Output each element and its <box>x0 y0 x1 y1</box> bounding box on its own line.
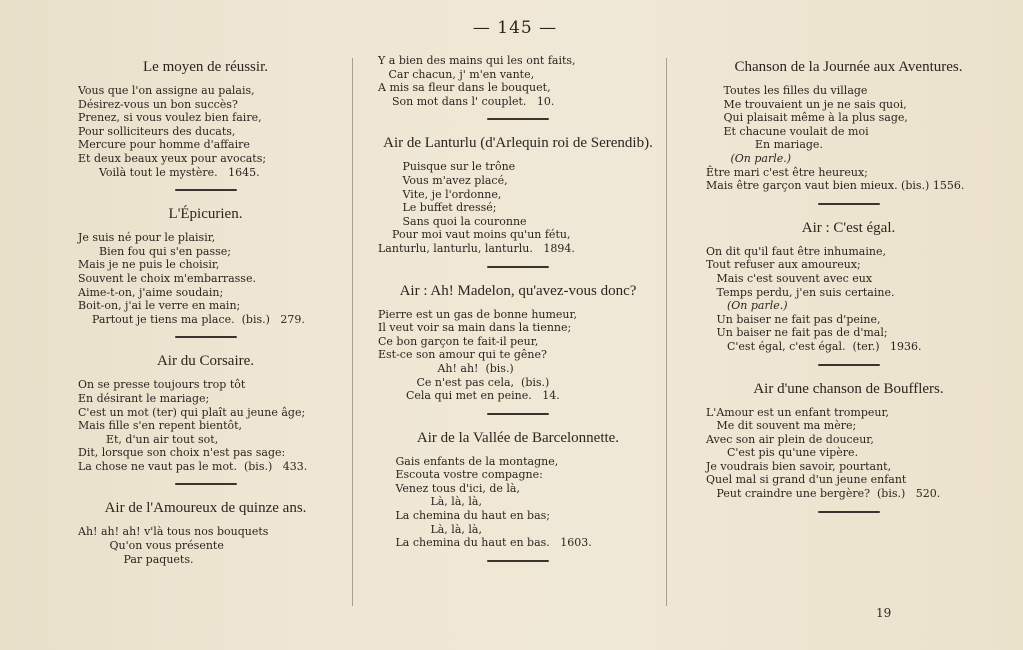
verse-line: Souvent le choix m'embarrasse. <box>78 271 256 285</box>
verse-line: Me trouvaient un je ne sais quoi, <box>706 97 907 111</box>
verse-line: Et, d'un air tout sot, <box>78 432 219 446</box>
verse-line: En mariage. <box>706 138 823 152</box>
verse-line: (On parle.) <box>706 151 792 165</box>
verse-line: Vite, je l'ordonne, <box>378 187 502 201</box>
verse-line: Escouta vostre compagne: <box>378 468 543 482</box>
verse-line: Quel mal si grand d'un jeune enfant <box>706 473 907 487</box>
section-separator <box>487 266 549 268</box>
verse-line: Pour solliciteurs des ducats, <box>78 124 236 138</box>
section-separator <box>487 560 549 562</box>
verse-line: Lanturlu, lanturlu, lanturlu. 1894. <box>378 241 575 255</box>
song-title: Le moyen de réussir. <box>143 59 268 75</box>
song <box>378 282 658 403</box>
verse-line: Me dit souvent ma mère; <box>706 419 857 433</box>
verse-line: A mis sa fleur dans le bouquet, <box>378 81 551 95</box>
song <box>378 134 658 255</box>
column-divider-left <box>352 58 353 606</box>
verse-line: Est-ce son amour qui te gêne? <box>378 348 547 362</box>
song <box>378 54 658 108</box>
verse-line: C'est pis qu'une vipère. <box>706 446 859 460</box>
song-title: Air : Ah! Madelon, qu'avez-vous donc? <box>399 282 637 299</box>
song <box>78 499 333 566</box>
song-verse <box>378 160 658 255</box>
verse-line: Je voudrais bien savoir, pourtant, <box>706 459 892 473</box>
section-separator <box>818 364 880 366</box>
song-verse <box>378 308 658 403</box>
verse-line: La chemina du haut en bas. 1603. <box>378 536 592 550</box>
verse-line: Et chacune voulait de moi <box>706 124 869 138</box>
song <box>706 380 991 501</box>
page-number: — 145 — <box>472 18 558 38</box>
verse-line: Avec son air plein de douceur, <box>706 432 874 446</box>
section-separator <box>818 203 880 205</box>
song-title: Air : C'est égal. <box>801 219 896 236</box>
section-separator <box>175 483 237 485</box>
verse-line: Par paquets. <box>78 552 194 566</box>
verse-line: Venez tous d'ici, de là, <box>378 481 520 495</box>
verse-line: (On parle.) <box>706 299 788 313</box>
verse-line: Le buffet dressé; <box>378 201 497 215</box>
verse-line: Désirez-vous un bon succès? <box>78 97 238 111</box>
verse-line: Bien fou qui s'en passe; <box>78 244 231 258</box>
column-middle <box>378 52 658 576</box>
verse-line: La chose ne vaut pas le mot. (bis.) 433. <box>78 459 308 473</box>
song-verse <box>78 231 333 326</box>
verse-line: Et deux beaux yeux pour avocats; <box>78 151 267 165</box>
song-verse <box>78 525 333 566</box>
song-title: L'Épicurien. <box>168 206 243 223</box>
verse-line: Cela qui met en peine. 14. <box>378 389 560 403</box>
verse-line: Ah! ah! (bis.) <box>378 361 514 375</box>
song <box>378 429 658 550</box>
verse-line: C'est un mot (ter) qui plaît au jeune âge; <box>78 405 306 419</box>
verse-line: Temps perdu, j'en suis certaine. <box>706 285 895 299</box>
verse-line: Prenez, si vous voulez bien faire, <box>78 111 262 125</box>
song-title: Air du Corsaire. <box>156 353 255 370</box>
song-verse <box>706 245 991 354</box>
verse-line: Qui plaisait même à la plus sage, <box>706 111 908 125</box>
verse-line: Qu'on vous présente <box>78 539 224 553</box>
verse-line: Un baiser ne fait pas d'peine, <box>706 312 881 326</box>
verse-line: Pour moi vaut moins qu'un fétu, <box>378 228 571 242</box>
song-title: Chanson de la Journée aux Aventures. <box>734 59 963 75</box>
column-left <box>78 52 333 576</box>
verse-line: C'est égal, c'est égal. (ter.) 1936. <box>706 339 922 353</box>
verse-line: Mais je ne puis le choisir, <box>78 258 220 272</box>
verse-line: Son mot dans l' couplet. 10. <box>378 94 555 108</box>
verse-line: Mais c'est souvent avec eux <box>706 271 873 285</box>
verse-line: Vous que l'on assigne au palais, <box>78 84 255 97</box>
verse-line: Gais enfants de la montagne, <box>378 454 559 468</box>
song <box>706 219 991 354</box>
verse-line: Il veut voir sa main dans la tienne; <box>378 321 572 335</box>
song-title: Air de la Vallée de Barcelonnette. <box>416 429 620 446</box>
column-right <box>706 52 991 527</box>
verse-line: Puisque sur le trône <box>378 160 516 174</box>
column-divider-right <box>666 58 667 606</box>
section-separator <box>818 511 880 513</box>
verse-line: Mais fille s'en repent bientôt, <box>78 419 243 433</box>
verse-line: Pierre est un gas de bonne humeur, <box>378 307 578 321</box>
folio-number: 19 <box>876 606 892 620</box>
verse-line: En désirant le mariage; <box>78 391 210 405</box>
section-separator <box>487 118 549 120</box>
verse-line: On dit qu'il faut être inhumaine, <box>706 244 886 258</box>
verse-line: Être mari c'est être heureux; <box>706 165 868 179</box>
section-separator <box>487 413 549 415</box>
song-verse <box>378 54 658 108</box>
song <box>78 205 333 326</box>
song-title: Air de l'Amoureux de quinze ans. <box>104 500 307 517</box>
song-title: Air d'une chanson de Boufflers. <box>753 380 944 397</box>
verse-line: Un baiser ne fait pas de d'mal; <box>706 326 888 340</box>
verse-line: Mercure pour homme d'affaire <box>78 138 250 152</box>
verse-line: On se presse toujours trop tôt <box>78 378 246 392</box>
verse-line: La chemina du haut en bas; <box>378 509 550 523</box>
verse-line: Ah! ah! ah! v'là tous nos bouquets <box>78 525 269 539</box>
verse-line: Boit-on, j'ai le verre en main; <box>78 299 241 313</box>
verse-line: Je suis né pour le plaisir, <box>78 231 216 245</box>
verse-line: Peut craindre une bergère? (bis.) 520. <box>706 487 941 501</box>
song-verse <box>78 378 333 473</box>
verse-line: Vous m'avez placé, <box>378 173 508 187</box>
verse-line: L'Amour est un enfant trompeur, <box>706 405 890 419</box>
verse-line: Ce n'est pas cela, (bis.) <box>378 375 550 389</box>
verse-line: Tout refuser aux amoureux; <box>706 258 861 272</box>
song-verse <box>78 84 333 179</box>
section-separator <box>175 189 237 191</box>
song-verse <box>706 84 991 193</box>
song-title: Air de Lanturlu (d'Arlequin roi de Serendib). <box>383 135 653 152</box>
song-verse <box>706 406 991 501</box>
verse-line: Là, là, là, <box>378 495 482 509</box>
verse-line: Mais être garçon vaut bien mieux. (bis.) 1556. <box>706 179 965 193</box>
verse-line: Sans quoi la couronne <box>378 214 527 228</box>
verse-line: Car chacun, j' m'en vante, <box>378 67 535 81</box>
section-separator <box>175 336 237 338</box>
song <box>78 352 333 473</box>
verse-line: Voilà tout le mystère. 1645. <box>78 165 260 179</box>
song <box>78 58 333 179</box>
verse-line: Aime-t-on, j'aime soudain; <box>78 285 224 299</box>
verse-line: Y a bien des mains qui les ont faits, <box>378 54 576 67</box>
song <box>706 58 991 193</box>
verse-line: Ce bon garçon te fait-il peur, <box>378 334 539 348</box>
verse-line: Toutes les filles du village <box>706 84 868 97</box>
verse-line: Là, là, là, <box>378 522 482 536</box>
verse-line: Dit, lorsque son choix n'est pas sage: <box>78 446 286 460</box>
song-verse <box>378 455 658 550</box>
verse-line: Partout je tiens ma place. (bis.) 279. <box>78 312 305 326</box>
